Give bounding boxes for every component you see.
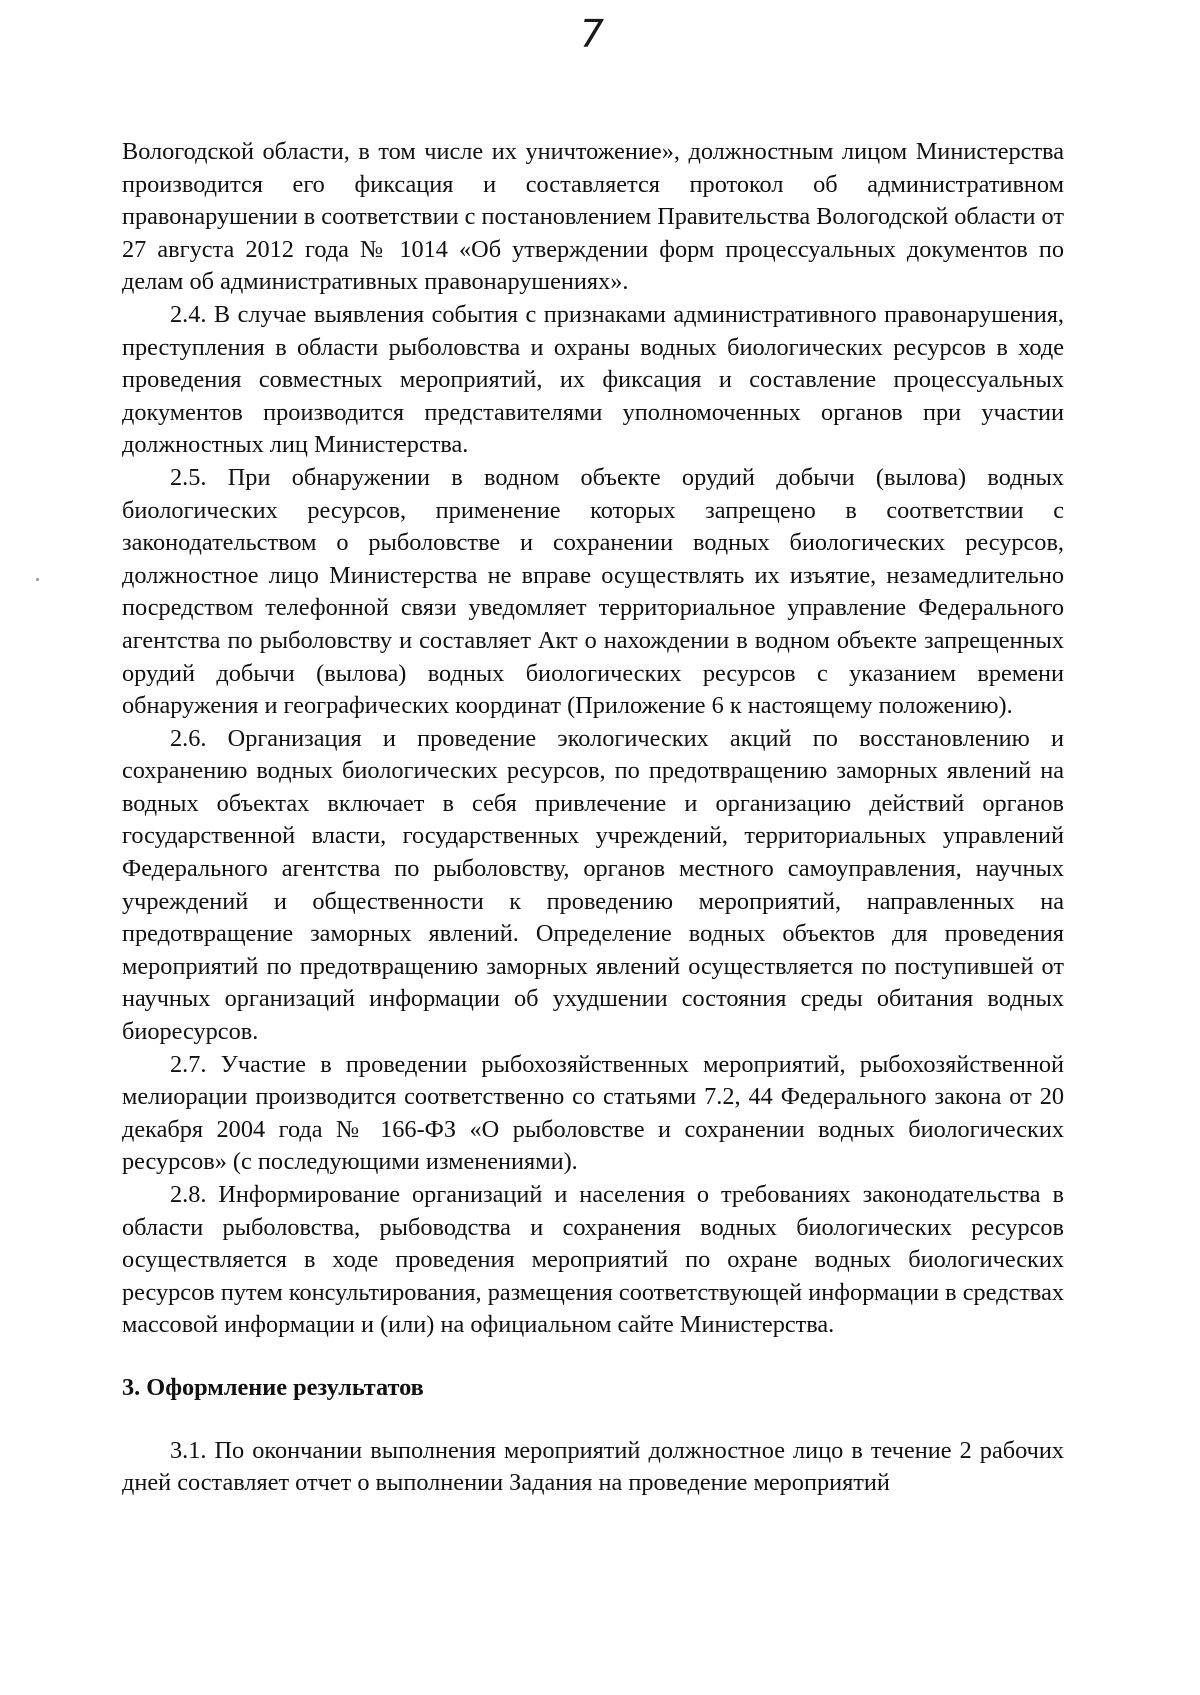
paragraph-2-7: 2.7. Участие в проведении рыбохозяйственных мероприятий, рыбохозяйственной мелиорации производится соответственно со статьями 7.2, 44 Федерального закона от 20 декабря 2004 года № 166-ФЗ «О рыболовстве и сохранении водных биологических ресурсов» (с последующими изменениями). xyxy=(122,1050,1064,1176)
section-3-heading: 3. Оформление результатов xyxy=(122,1373,424,1401)
paragraph-2-4: 2.4. В случае выявления события с признаками административного правонарушения, преступления в области рыболовства и охраны водных биологических ресурсов в ходе проведения совместных мероприятий, их фиксация и составление процессуальных документов производится представителями уполномоченных органов при участии должностных лиц Министерства. xyxy=(122,300,1064,459)
paragraph-2-8: 2.8. Информирование организаций и населения о требованиях законодательства в области рыболовства, рыбоводства и сохранения водных биологических ресурсов осуществляется в ходе проведения мероприятий по охране водных биологических ресурсов путем консультирования, размещения соответствующей информации в средствах массовой информации и (или) на официальном сайте Министерства. xyxy=(122,1181,1064,1339)
paragraph-2-5: 2.5. При обнаружении в водном объекте орудий добычи (вылова) водных биологических ресурсов, применение которых запрещено в соответствии с законодательством о рыболовстве и сохранении водных биологических ресурсов, должностное лицо Министерства не вправе осуществлять их изъятие, незамедлительно посредством телефонной связи уведомляет территориальное управление Федерального агентства по рыболовству и составляет Акт о нахождении в водном объекте запрещенных орудий добычи (вылова) водных биологических ресурсов с указанием времени обнаружения и географических координат (Приложение 6 к настоящему положению). xyxy=(122,463,1064,720)
document-body xyxy=(122,136,1064,1500)
paragraph-2-6: 2.6. Организация и проведение экологических акций по восстановлению и сохранению водных биологических ресурсов, по предотвращению заморных явлений на водных объектах включает в себя привлечение и организацию действий органов государственной власти, государственных учреждений, территориальных управлений Федерального агентства по рыболовству, органов местного самоуправления, научных учреждений и общественности к проведению мероприятий, направленных на предотвращение заморных явлений. Определение водных объектов для проведения мероприятий по предотвращению заморных явлений осуществляется по поступившей от научных организаций информации об ухудшении состояния среды обитания водных биоресурсов. xyxy=(122,724,1064,1046)
paragraph-continuation: Вологодской области, в том числе их уничтожение», должностным лицом Министерства производится его фиксация и составляется протокол об административном правонарушении в соответствии с постановлением Правительства Вологодской области от 27 августа 2012 года № 1014 «Об утверждении форм процессуальных документов по делам об административных правонарушениях». xyxy=(122,138,1064,296)
scan-speck xyxy=(36,578,39,581)
paragraph-3-1: 3.1. По окончании выполнения мероприятий должностное лицо в течение 2 рабочих дней составляет отчет о выполнении Задания на проведение мероприятий xyxy=(122,1436,1064,1497)
page-number: 7 xyxy=(579,12,605,56)
